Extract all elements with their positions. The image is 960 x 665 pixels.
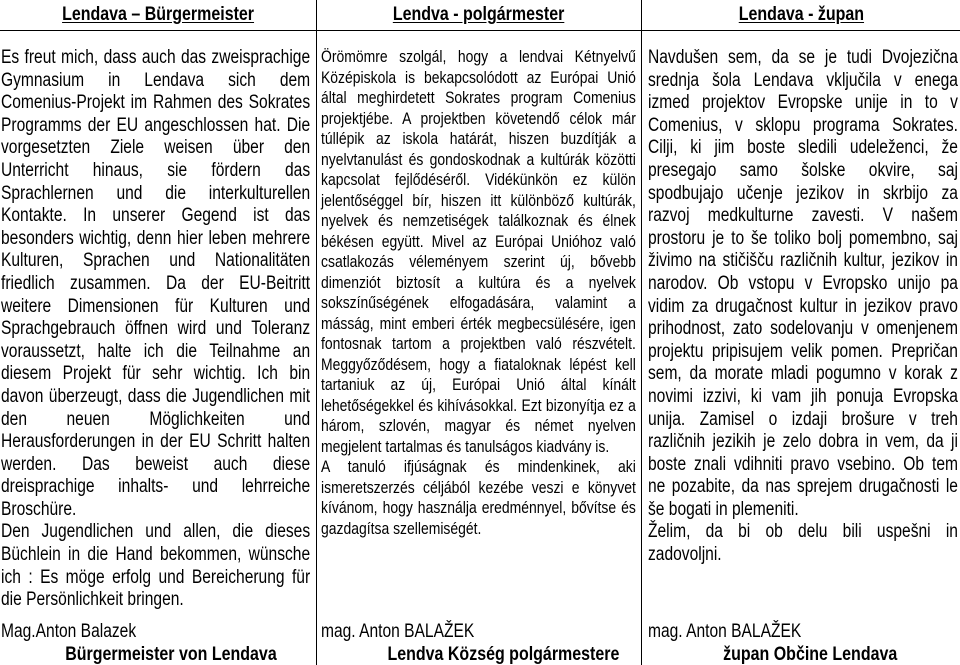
signature-title-german: Bürgermeister von Lendava	[65, 643, 277, 665]
heading-hungarian: Lendva - polgármester	[393, 3, 565, 25]
column-divider	[316, 0, 317, 665]
letter-body-german	[1, 47, 310, 612]
letter-body-hungarian	[321, 47, 636, 539]
signature-name-hungarian: mag. Anton BALAŽEK	[321, 621, 475, 642]
signature-title-hungarian: Lendva Község polgármestere	[387, 643, 619, 665]
heading-german-cell	[0, 0, 316, 28]
signature-title-slovene: župan Občine Lendava	[722, 643, 898, 665]
heading-german: Lendava – Bürgermeister	[62, 3, 254, 25]
heading-slovene-cell	[642, 0, 960, 28]
heading-hungarian-cell	[317, 0, 641, 28]
paragraph: Örömömre szolgál, hogy a lendvai Kétnyelvű Középiskola is bekapcsolódott az Európai Unió által meghirdetett Sokrates program Comenius projektjébe. A projektben követendő célok már túllépik az iskola határát, hiszen buzdítják a nyelvtanulást és gondoskodnak a kultúrák közötti kapcsolat fejlődéséről. Vidékünkön ez külön jelentőséggel bír, hiszen itt különböző kultúrák, nyelvek és nemzetiségek találkoznak és élnek békésen együtt. Mivel az Európai Unióhoz való csatlakozás véleményem szerint új, bővebb dimenziót biztosít a kultúra és a nyelvek sokszínűségének elfogadására, valamint a másság, mint emberi érték megbecsülésére, igen fontosnak tartom a projektben való részvételt. Meggyőződésem, hogy a fiataloknak lépést kell tartaniuk az új, Európai Unió által kínált lehetőségekkel és kihívásokkal. Ezt bizonyítja ez a három, szlovén, magyar és német nyelven megjelent tartalmas és tanulságos kiadvány is.	[321, 47, 636, 456]
signature-title-german-cell	[21, 643, 321, 665]
paragraph: A tanuló ifjúságnak és mindenkinek, aki ismeretszerzés céljából kezébe veszi e könyvet kívánom, hogy használja eredménnyel, bővítse és gazdagítsa szellemiségét.	[321, 457, 636, 538]
column-divider	[641, 0, 642, 665]
signature-title-hungarian-cell	[343, 643, 663, 665]
paragraph: Es freut mich, dass auch das zweisprachige Gymnasium in Lendava sich dem Comenius-Projekt im Rahmen des Sokrates Programms der EU angeschlossen hat. Die vorgesetzten Ziele weisen über den Unterricht hinaus, sie fördern das Sprachlernen und die interkulturellen Kontakte. In unserer Gegend ist das besonders wichtig, denn hier leben mehrere Kulturen, Sprachen und Nationalitäten friedlich zusammen. Da der EU-Beitritt weitere Dimensionen für Kulturen und Sprachgebrauch öffnen wird und Toleranz voraussetzt, halte ich die Teilnahme an diesem Projekt für sehr wichtig. Ich bin davon überzeugt, dass die Jugendlichen mit den neuen Möglichkeiten und Herausforderungen in der EU Schritt halten werden. Das beweist auch diese dreisprachige inhalts- und lehrreiche Broschüre.	[1, 47, 311, 520]
paragraph: Navdušen sem, da se je tudi Dvojezična srednja šola Lendava vključila v enega izmed projektov Evropske unije in to v Comenius, v sklopu programa Sokrates. Cilji, ki jim boste sledili udeleženci, že presegajo samo šolske okvire, saj spodbujajo učenje jezikov in skrbijo za razvoj medkulturne zavesti. V našem prostoru je to še toliko bolj pomembno, saj živimo na stičišču različnih kultur, jezikov in narodov. Ob vstopu v Evropsko unijo pa vidim za drugačnost kultur in jezikov pravo prihodnost, zato sodelovanju v omenjenem projektu pripisujem velik pomen. Prepričan sem, da morate mladi pogumno v korak z novimi izzivi, ki vam jih ponuja Evropska unija. Zamisel o izdaji brošure v treh različnih jezikih je zelo dobra in vem, da ji boste znali vdihniti pravo vsebino. Ob tem ne pozabite, da nas sprejem drugačnosti le še bogati in plemeniti.	[648, 47, 958, 520]
heading-slovene: Lendava - župan	[738, 3, 864, 25]
signature-name-german: Mag.Anton Balazek	[1, 621, 137, 642]
signature-title-slovene-cell	[665, 643, 955, 665]
paragraph: Želim, da bi ob delu bili uspešni in zadovoljni.	[648, 521, 958, 566]
paragraph: Den Jugendlichen und allen, die dieses Büchlein in die Hand bekommen, wünsche ich : Es möge erfolg und Bereicherung für die Persönlichkeit bringen.	[1, 521, 311, 611]
letter-body-slovene	[648, 47, 958, 567]
header-divider	[0, 30, 960, 31]
signature-name-slovene: mag. Anton BALAŽEK	[648, 621, 802, 642]
